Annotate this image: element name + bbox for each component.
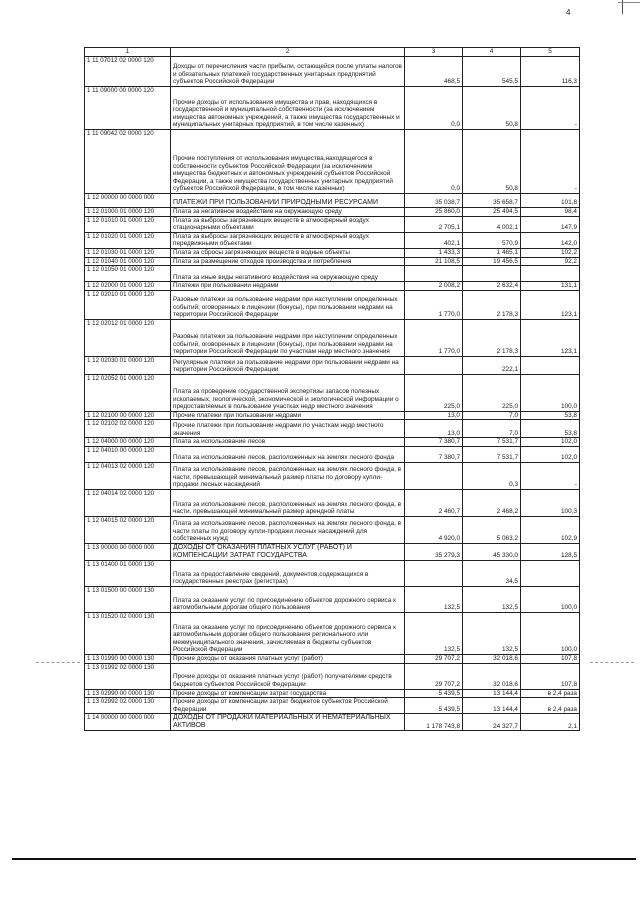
row-value-col5: 123,1: [521, 319, 580, 356]
table-row: [85, 208, 580, 217]
row-name: Разовые платежи за пользование недрами при наступлении определенных событий, оговоренных в лицензии (бонусы), при пользовании недрами на территории Российской Федерации: [171, 290, 405, 319]
row-value-col3: 1 178 743,8: [405, 714, 463, 731]
table-row: [85, 560, 580, 586]
table-row: [85, 266, 580, 282]
row-value-col3: 132,5: [405, 586, 463, 612]
row-code: 1 14 00000 00 0000 000: [85, 714, 171, 731]
row-name: Плата за использование лесов, расположенных на землях лесного фонда, в части, превышающей минимальный размер арендной платы: [171, 489, 405, 516]
row-value-col3: 7 380,7: [405, 446, 463, 462]
row-name: Плата за использование лесов, расположенных на землях лесного фонда, в части платы по договору купли-продажи лесных насаждений для собственных нужд: [171, 516, 405, 543]
row-name: Прочие поступления от использования имущества,находящегося в собственности субъектов Российской Федерации (за исключением имущества бюджетных и автономных учреждений субъектов Российской Федерации, а также имущества государственных унитарных предприятий субъектов Российской Федерации, в том числе казенных): [171, 130, 405, 194]
row-code: 1 12 01030 01 0000 120: [85, 248, 171, 257]
table-row: [85, 257, 580, 266]
row-value-col3: 4 920,0: [405, 516, 463, 543]
row-name: Плата за сбросы загрязняющих веществ в водные объекты: [171, 248, 405, 257]
table-row: [85, 282, 580, 291]
row-code: 1 12 04014 02 0000 120: [85, 489, 171, 516]
table-row: [85, 130, 580, 194]
row-value-col3: 7 380,7: [405, 438, 463, 447]
row-value-col4: 222,1: [463, 356, 521, 374]
row-value-col5: 100,3: [521, 489, 580, 516]
row-name: Плата за использование лесов, расположенных на землях лесного фонда, в части, превышающей минимальный размер платы по договору купли-продажи лесных насаждений: [171, 462, 405, 489]
row-value-col4: 19 456,5: [463, 257, 521, 266]
row-value-col5: в 2,4 раза: [521, 698, 580, 714]
row-value-col4: 7,0: [463, 420, 521, 438]
row-value-col5: 102,2: [521, 248, 580, 257]
row-value-col5: 102,0: [521, 446, 580, 462]
row-name: Плата за негативное воздействие на окружающую среду: [171, 208, 405, 217]
row-value-col4: 24 327,7: [463, 714, 521, 731]
row-code: 1 12 02102 02 0000 120: [85, 420, 171, 438]
row-value-col4: 2 178,3: [463, 290, 521, 319]
row-value-col3: 132,5: [405, 612, 463, 654]
row-value-col4: 2 468,2: [463, 489, 521, 516]
row-name: ПЛАТЕЖИ ПРИ ПОЛЬЗОВАНИИ ПРИРОДНЫМИ РЕСУРСАМИ: [171, 194, 405, 208]
page-bottom-rule: [12, 858, 636, 860]
row-value-col4: 32 018,6: [463, 663, 521, 689]
row-name: Доходы от перечисления части прибыли, остающейся после уплаты налогов и обязательных платежей государственных унитарных предприятий субъектов Российской Федерации: [171, 57, 405, 87]
table-row: [85, 663, 580, 689]
row-value-col3: 29 707,2: [405, 663, 463, 689]
row-value-col5: в 2,4 раза: [521, 689, 580, 698]
row-value-col3: 35 038,7: [405, 194, 463, 208]
row-code: 1 12 01040 01 0000 120: [85, 257, 171, 266]
row-value-col5: 128,5: [521, 543, 580, 560]
row-name: Плата за использование лесов: [171, 438, 405, 447]
table-row: [85, 462, 580, 489]
row-value-col4: 25 494,5: [463, 208, 521, 217]
row-code: 1 13 01500 00 0000 130: [85, 586, 171, 612]
row-code: 1 11 09000 00 0000 120: [85, 87, 171, 130]
row-value-col3: 5 439,5: [405, 689, 463, 698]
row-value-col3: 468,5: [405, 57, 463, 87]
row-name: Плата за размещение отходов производства и потребления: [171, 257, 405, 266]
row-value-col4: 4 002,1: [463, 216, 521, 232]
table-row: [85, 654, 580, 663]
row-name: Прочие доходы от использования имущества и прав, находящихся в государственной и муниципальной собственности (за исключением имущества автономных учреждений, а также имущества государственных и муниципальных унитарных предприятий, в том числе казенных): [171, 87, 405, 130]
row-value-col5: 92,2: [521, 257, 580, 266]
row-value-col3: 225,0: [405, 374, 463, 411]
row-value-col5: 131,1: [521, 282, 580, 291]
row-code: 1 13 01992 02 0000 130: [85, 663, 171, 689]
table-row: [85, 194, 580, 208]
row-name: Разовые платежи за пользование недрами при наступлении определенных событий, оговоренных в лицензии (бонусы), при пользовании недрами на территории Российской Федерации по участкам недр местного значения: [171, 319, 405, 356]
row-value-col4: 50,8: [463, 130, 521, 194]
row-value-col4: 225,0: [463, 374, 521, 411]
row-name: Прочие доходы от оказания платных услуг (работ) получателями средств бюджетов субъектов Российской Федерации: [171, 663, 405, 689]
row-name: Прочие доходы от компенсации затрат государства: [171, 689, 405, 698]
row-value-col5: 102,9: [521, 516, 580, 543]
row-name: Плата за предоставление сведений, документов,содержащихся в государственных реестрах (регистрах): [171, 560, 405, 586]
row-name: Плата за оказание услуг по присоединению объектов дорожного сервиса к автомобильным дорогам общего пользования: [171, 586, 405, 612]
revenue-table: [84, 47, 580, 731]
row-value-col4: 34,5: [463, 560, 521, 586]
margin-dash-right: [590, 662, 634, 663]
row-value-col4: 35 658,7: [463, 194, 521, 208]
row-code: 1 12 02100 00 0000 120: [85, 411, 171, 420]
row-code: 1 13 01990 00 0000 130: [85, 654, 171, 663]
row-value-col3: 1 770,0: [405, 290, 463, 319]
row-value-col3: 21 108,5: [405, 257, 463, 266]
row-value-col5: 101,8: [521, 194, 580, 208]
row-value-col4: 50,8: [463, 87, 521, 130]
row-value-col3: [405, 462, 463, 489]
row-value-col3: 25 860,0: [405, 208, 463, 217]
row-code: 1 12 04010 00 0000 120: [85, 446, 171, 462]
row-value-col4: 7 531,7: [463, 446, 521, 462]
row-code: 1 12 02010 01 0000 120: [85, 290, 171, 319]
row-name: Плата за выбросы загрязняющих веществ в атмосферный воздух стационарными объектами: [171, 216, 405, 232]
table-row: [85, 489, 580, 516]
row-name: Прочие платежи при пользовании недрами: [171, 411, 405, 420]
col-header-3: 3: [405, 48, 463, 57]
row-value-col4: 0,3: [463, 462, 521, 489]
row-value-col5: 116,3: [521, 57, 580, 87]
row-name: Прочие платежи при пользовании недрами по участкам недр местного значения: [171, 420, 405, 438]
row-value-col3: [405, 356, 463, 374]
table-row: [85, 216, 580, 232]
table-header-row: [85, 48, 580, 57]
row-value-col4: [463, 266, 521, 282]
page-number: 4: [566, 8, 571, 17]
row-value-col5: 53,8: [521, 420, 580, 438]
row-value-col4: 1 465,1: [463, 248, 521, 257]
row-value-col5: 123,1: [521, 290, 580, 319]
row-name: ДОХОДЫ ОТ ПРОДАЖИ МАТЕРИАЛЬНЫХ И НЕМАТЕРИАЛЬНЫХ АКТИВОВ: [171, 714, 405, 731]
table-row: [85, 319, 580, 356]
row-code: 1 13 01520 02 0000 130: [85, 612, 171, 654]
row-value-col4: 13 144,4: [463, 698, 521, 714]
col-header-1: 1: [85, 48, 171, 57]
col-header-2: 2: [171, 48, 405, 57]
row-value-col5: [521, 560, 580, 586]
row-value-col4: 7,0: [463, 411, 521, 420]
table-row: [85, 87, 580, 130]
row-value-col3: 13,0: [405, 420, 463, 438]
row-value-col3: 1 433,3: [405, 248, 463, 257]
row-value-col4: 2 178,3: [463, 319, 521, 356]
row-name: Прочие доходы от оказания платных услуг (работ): [171, 654, 405, 663]
table-row: [85, 411, 580, 420]
table-row: [85, 714, 580, 731]
row-code: 1 11 09042 02 0000 120: [85, 130, 171, 194]
table-row: [85, 689, 580, 698]
row-name: Регулярные платежи за пользование недрами при пользовании недрами на территории Российской Федерации: [171, 356, 405, 374]
row-value-col4: 7 531,7: [463, 438, 521, 447]
row-value-col4: 45 330,0: [463, 543, 521, 560]
row-value-col4: 545,5: [463, 57, 521, 87]
row-value-col5: 107,8: [521, 654, 580, 663]
row-code: 1 12 00000 00 0000 000: [85, 194, 171, 208]
row-code: 1 13 02990 00 0000 130: [85, 689, 171, 698]
row-value-col3: 5 439,5: [405, 698, 463, 714]
table-row: [85, 446, 580, 462]
row-code: 1 13 02992 02 0000 130: [85, 698, 171, 714]
row-value-col3: 0,0: [405, 87, 463, 130]
row-code: 1 12 01020 01 0000 120: [85, 232, 171, 248]
row-value-col4: 32 018,6: [463, 654, 521, 663]
row-name: Платежи при пользовании недрами: [171, 282, 405, 291]
row-value-col3: 2 460,7: [405, 489, 463, 516]
table-row: [85, 438, 580, 447]
table-row: [85, 516, 580, 543]
row-value-col3: 2 705,1: [405, 216, 463, 232]
row-value-col3: 2 008,2: [405, 282, 463, 291]
row-code: 1 12 01010 01 0000 120: [85, 216, 171, 232]
row-code: 1 12 04013 02 0000 120: [85, 462, 171, 489]
row-code: 1 12 02030 01 0000 120: [85, 356, 171, 374]
row-value-col4: 132,5: [463, 612, 521, 654]
row-name: Плата за выбросы загрязняющих веществ в атмосферный воздух передвижными объектами: [171, 232, 405, 248]
table-row: [85, 698, 580, 714]
row-code: 1 11 07012 02 0000 120: [85, 57, 171, 87]
row-value-col5: -: [521, 462, 580, 489]
table-row: [85, 420, 580, 438]
row-value-col5: 53,8: [521, 411, 580, 420]
row-value-col5: 2,1: [521, 714, 580, 731]
table-row: [85, 57, 580, 87]
row-code: 1 12 02052 01 0000 120: [85, 374, 171, 411]
row-code: 1 12 04015 02 0000 120: [85, 516, 171, 543]
row-value-col4: 5 063,2: [463, 516, 521, 543]
row-value-col5: 98,4: [521, 208, 580, 217]
table-row: [85, 232, 580, 248]
row-value-col4: 570,9: [463, 232, 521, 248]
row-code: 1 13 00000 00 0000 000: [85, 543, 171, 560]
row-code: 1 13 01400 01 0000 130: [85, 560, 171, 586]
row-code: 1 12 01000 01 0000 120: [85, 208, 171, 217]
row-value-col5: -: [521, 130, 580, 194]
col-header-5: 5: [521, 48, 580, 57]
row-name: ДОХОДЫ ОТ ОКАЗАНИЯ ПЛАТНЫХ УСЛУГ (РАБОТ) И КОМПЕНСАЦИИ ЗАТРАТ ГОСУДАРСТВА: [171, 543, 405, 560]
row-value-col4: 132,5: [463, 586, 521, 612]
row-value-col5: 100,0: [521, 374, 580, 411]
row-value-col4: 13 144,4: [463, 689, 521, 698]
row-value-col4: 2 632,4: [463, 282, 521, 291]
table-row: [85, 543, 580, 560]
row-value-col5: 142,0: [521, 232, 580, 248]
row-value-col5: 147,9: [521, 216, 580, 232]
row-value-col3: 29 707,2: [405, 654, 463, 663]
row-name: Плата за иные виды негативного воздействия на окружающую среду: [171, 266, 405, 282]
table-row: [85, 612, 580, 654]
row-value-col3: 1 770,0: [405, 319, 463, 356]
row-value-col5: [521, 356, 580, 374]
row-value-col5: 102,0: [521, 438, 580, 447]
row-name: Плата за проведение государственной экспертизы запасов полезных ископаемых, геологической, экономической и экологической информации о предоставляемых в пользование участках недр местного значения: [171, 374, 405, 411]
table-row: [85, 248, 580, 257]
table-row: [85, 586, 580, 612]
row-value-col3: 13,0: [405, 411, 463, 420]
row-code: 1 12 02012 01 0000 120: [85, 319, 171, 356]
row-value-col3: [405, 266, 463, 282]
row-name: Плата за оказание услуг по присоединению объектов дорожного сервиса к автомобильным дорогам общего пользования регионального или межмуниципального значения, зачисляемая в бюджеты субъектов Российской Федерации: [171, 612, 405, 654]
row-value-col3: 402,1: [405, 232, 463, 248]
row-code: 1 12 04000 00 0000 120: [85, 438, 171, 447]
margin-dash-left: [36, 662, 80, 663]
row-value-col3: 0,0: [405, 130, 463, 194]
row-value-col5: [521, 266, 580, 282]
row-code: 1 12 01050 01 0000 120: [85, 266, 171, 282]
table-body: [85, 57, 580, 731]
col-header-4: 4: [463, 48, 521, 57]
row-value-col5: 100,0: [521, 586, 580, 612]
scan-edge-line: [618, 2, 640, 3]
row-value-col3: [405, 560, 463, 586]
row-value-col5: 107,8: [521, 663, 580, 689]
row-name: Прочие доходы от компенсации затрат бюджетов субъектов Российской Федерации: [171, 698, 405, 714]
table-row: [85, 290, 580, 319]
row-value-col5: -: [521, 87, 580, 130]
table-row: [85, 374, 580, 411]
row-code: 1 12 02000 01 0000 120: [85, 282, 171, 291]
row-name: Плата за использование лесов, расположенных на землях лесного фонда: [171, 446, 405, 462]
table-row: [85, 356, 580, 374]
row-value-col3: 35 279,3: [405, 543, 463, 560]
row-value-col5: 100,0: [521, 612, 580, 654]
